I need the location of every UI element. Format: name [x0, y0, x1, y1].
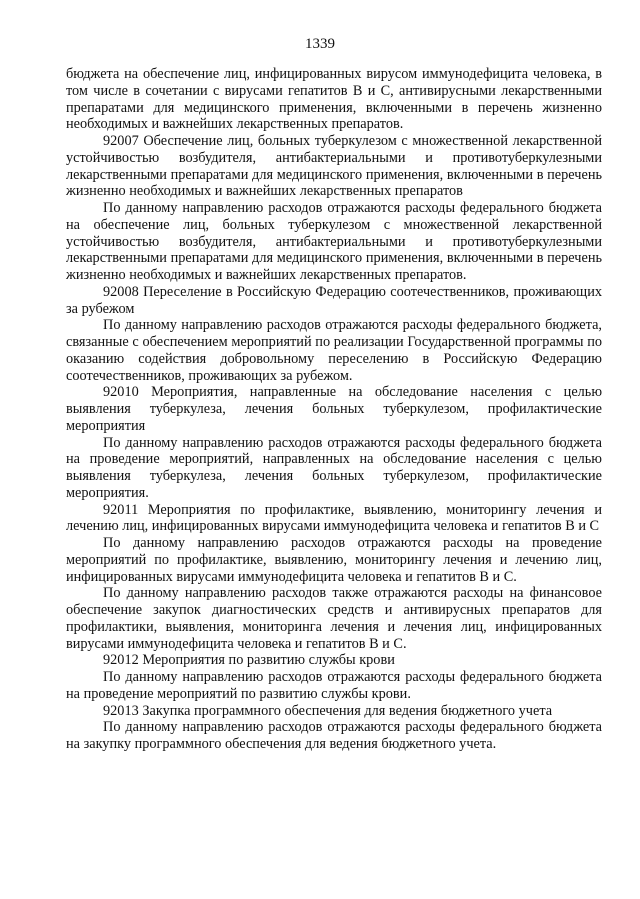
paragraph: По данному направлению расходов отражаются расходы федерального бюджета, связанные с обеспечением мероприятий по реализации Государственной программы по оказанию содействия добровольному переселению в Российскую Федерацию соотечественников, проживающих за рубежом.: [66, 317, 602, 384]
code-heading-92013: 92013 Закупка программного обеспечения для ведения бюджетного учета: [103, 702, 553, 719]
code-heading-92012: 92012 Мероприятия по развитию службы крови: [103, 652, 395, 669]
paragraph: По данному направлению расходов отражаются расходы федерального бюджета на проведение мероприятий, направленных на обследование населения с целью выявления туберкулеза, лечения больных туберкулезом, профилактические мероприятия.: [66, 434, 602, 501]
page-number: 1339: [305, 36, 335, 52]
paragraph: По данному направлению расходов отражаются расходы федерального бюджета на обеспечение лиц, больных туберкулезом с множественной лекарственной устойчивостью возбудителя, антибактериальными и противотуберкулезными лекарственными препаратами для медицинского применения, включенными в перечень жизненно необходимых и важнейших лекарственных препаратов.: [66, 200, 602, 283]
paragraph: бюджета на обеспечение лиц, инфицированных вирусом иммунодефицита человека, в том числе в сочетании с вирусами гепатитов B и C, антивирусными лекарственными препаратами для медицинского применения, включенными в перечень жизненно необходимых и важнейших лекарственных препаратов.: [66, 66, 602, 133]
paragraph: По данному направлению расходов отражаются расходы федерального бюджета на проведение мероприятий по развитию службы крови.: [66, 669, 602, 702]
paragraph: По данному направлению расходов отражаются расходы федерального бюджета на закупку программного обеспечения для ведения бюджетного учета.: [66, 719, 602, 752]
paragraph: По данному направлению расходов также отражаются расходы на финансовое обеспечение закупок диагностических средств и антивирусных препаратов для профилактики, выявления, мониторинга лечения и лечения лиц, инфицированных вирусами иммунодефицита человека и гепатитов B и C.: [66, 585, 602, 652]
code-heading-92010: 92010 Мероприятия, направленные на обследование населения с целью выявления туберкулеза, лечения больных туберкулезом, профилактические мероприятия: [66, 384, 602, 434]
paragraph: По данному направлению расходов отражаются расходы на проведение мероприятий по профилактике, выявлению, мониторингу лечения и лечению лиц, инфицированных вирусами иммунодефицита человека и гепатитов B и C.: [66, 535, 602, 585]
code-heading-92007: 92007 Обеспечение лиц, больных туберкулезом с множественной лекарственной устойчивостью возбудителя, антибактериальными и противотуберкулезными лекарственными препаратами для медицинского применения, включенными в перечень жизненно необходимых и важнейших лекарственных препаратов: [66, 133, 602, 200]
document-body: [66, 66, 602, 753]
code-heading-92008: 92008 Переселение в Российскую Федерацию соотечественников, проживающих за рубежом: [66, 283, 602, 317]
code-heading-92011: 92011 Мероприятия по профилактике, выявлению, мониторингу лечения и лечению лиц, инфицированных вирусами иммунодефицита человека и гепатитов B и C: [66, 501, 602, 535]
